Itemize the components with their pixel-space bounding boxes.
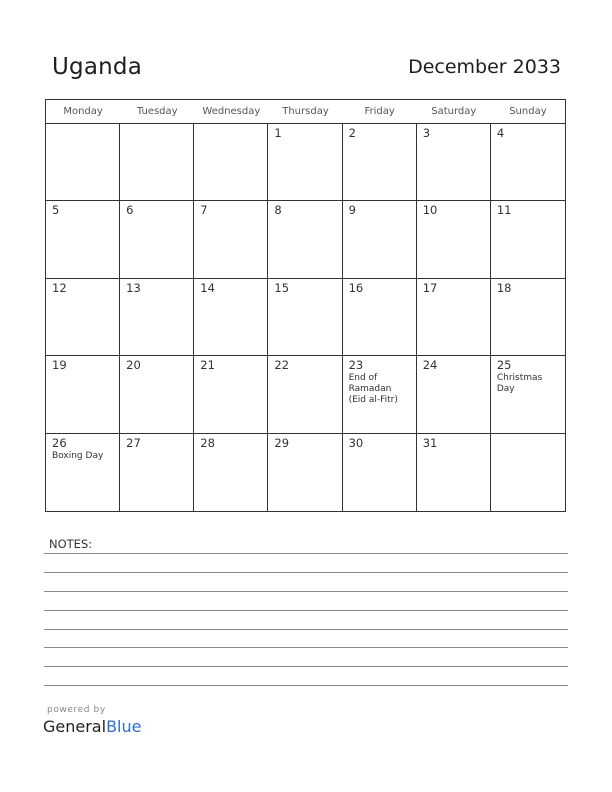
notes-line	[44, 666, 568, 667]
day-cell	[491, 279, 565, 356]
day-cell	[46, 356, 120, 433]
day-number: 15	[274, 280, 290, 295]
day-cell	[417, 356, 491, 433]
day-number: 9	[348, 203, 356, 218]
day-cell	[120, 356, 194, 433]
day-number: 21	[200, 358, 215, 373]
weekday-header-saturday: Saturday	[417, 100, 491, 124]
day-cell	[268, 434, 342, 511]
day-number: 28	[200, 435, 215, 450]
weekday-header-thursday: Thursday	[268, 100, 342, 124]
day-cell	[491, 356, 565, 433]
notes-line	[44, 610, 568, 611]
day-cell	[417, 434, 491, 511]
day-cell	[46, 201, 120, 278]
day-number: 17	[422, 280, 438, 295]
brand-logo	[43, 717, 141, 736]
day-cell	[268, 124, 342, 201]
day-cell	[120, 434, 194, 511]
day-number: 2	[348, 126, 356, 140]
day-cell	[268, 356, 342, 433]
weekday-header-wednesday: Wednesday	[194, 100, 268, 124]
day-number: 6	[126, 203, 134, 218]
day-number: 4	[496, 126, 505, 140]
notes-line	[44, 629, 568, 630]
weekday-header-tuesday: Tuesday	[120, 100, 194, 124]
day-cell	[491, 201, 565, 278]
day-cell	[194, 356, 268, 433]
day-number: 20	[126, 358, 141, 373]
day-number: 19	[52, 358, 67, 373]
day-cell	[46, 124, 120, 201]
day-cell	[268, 201, 342, 278]
brand-blue-text: Blue	[106, 717, 142, 736]
day-cell	[343, 356, 417, 433]
powered-by-text: powered by	[47, 705, 106, 715]
day-number: 18	[496, 280, 512, 295]
holiday-label: End of Ramadan (Eid al-Fitr)	[348, 373, 398, 406]
notes-line	[44, 647, 568, 648]
day-number: 27	[126, 435, 141, 450]
day-number: 25	[496, 358, 512, 373]
calendar-grid	[45, 99, 566, 512]
day-cell	[268, 279, 342, 356]
day-cell	[194, 124, 268, 201]
notes-line	[44, 591, 568, 592]
day-cell	[343, 434, 417, 511]
day-number: 11	[496, 203, 512, 218]
notes-line	[44, 553, 568, 554]
day-cell	[343, 201, 417, 278]
country-title: Uganda	[52, 54, 142, 80]
day-number: 8	[274, 203, 282, 218]
weekday-header-monday: Monday	[46, 100, 120, 124]
day-cell	[194, 201, 268, 278]
day-cell	[491, 434, 565, 511]
day-number: 1	[274, 126, 282, 140]
weekday-header-friday: Friday	[343, 100, 417, 124]
day-cell	[194, 279, 268, 356]
day-number: 12	[52, 280, 67, 295]
day-number: 23	[348, 358, 364, 373]
day-cell	[343, 279, 417, 356]
day-number: 10	[422, 203, 438, 218]
day-cell	[120, 279, 194, 356]
notes-line	[44, 572, 568, 573]
day-number: 22	[274, 358, 290, 373]
day-cell	[194, 434, 268, 511]
holiday-label: Christmas Day	[496, 373, 543, 395]
day-cell	[343, 124, 417, 201]
day-cell	[46, 279, 120, 356]
day-number: 7	[200, 203, 208, 218]
day-number: 26	[52, 435, 67, 450]
day-number: 16	[348, 280, 364, 295]
day-number: 14	[200, 280, 215, 295]
weekday-header-sunday: Sunday	[491, 100, 565, 124]
day-cell	[120, 201, 194, 278]
day-number: 5	[52, 203, 60, 218]
day-number: 29	[274, 435, 290, 450]
day-number: 3	[422, 126, 431, 140]
day-cell	[417, 201, 491, 278]
day-number: 31	[422, 435, 438, 450]
day-number: 24	[422, 358, 438, 373]
day-cell	[120, 124, 194, 201]
notes-line	[44, 685, 568, 686]
day-number: 30	[348, 435, 364, 450]
day-cell	[417, 124, 491, 201]
day-cell	[417, 279, 491, 356]
month-year-title: December 2033	[408, 56, 561, 78]
holiday-label: Boxing Day	[52, 450, 104, 461]
day-cell	[46, 434, 120, 511]
day-number: 13	[126, 280, 141, 295]
day-cell	[491, 124, 565, 201]
brand-general-text: General	[43, 717, 107, 736]
notes-label: NOTES:	[49, 537, 93, 551]
